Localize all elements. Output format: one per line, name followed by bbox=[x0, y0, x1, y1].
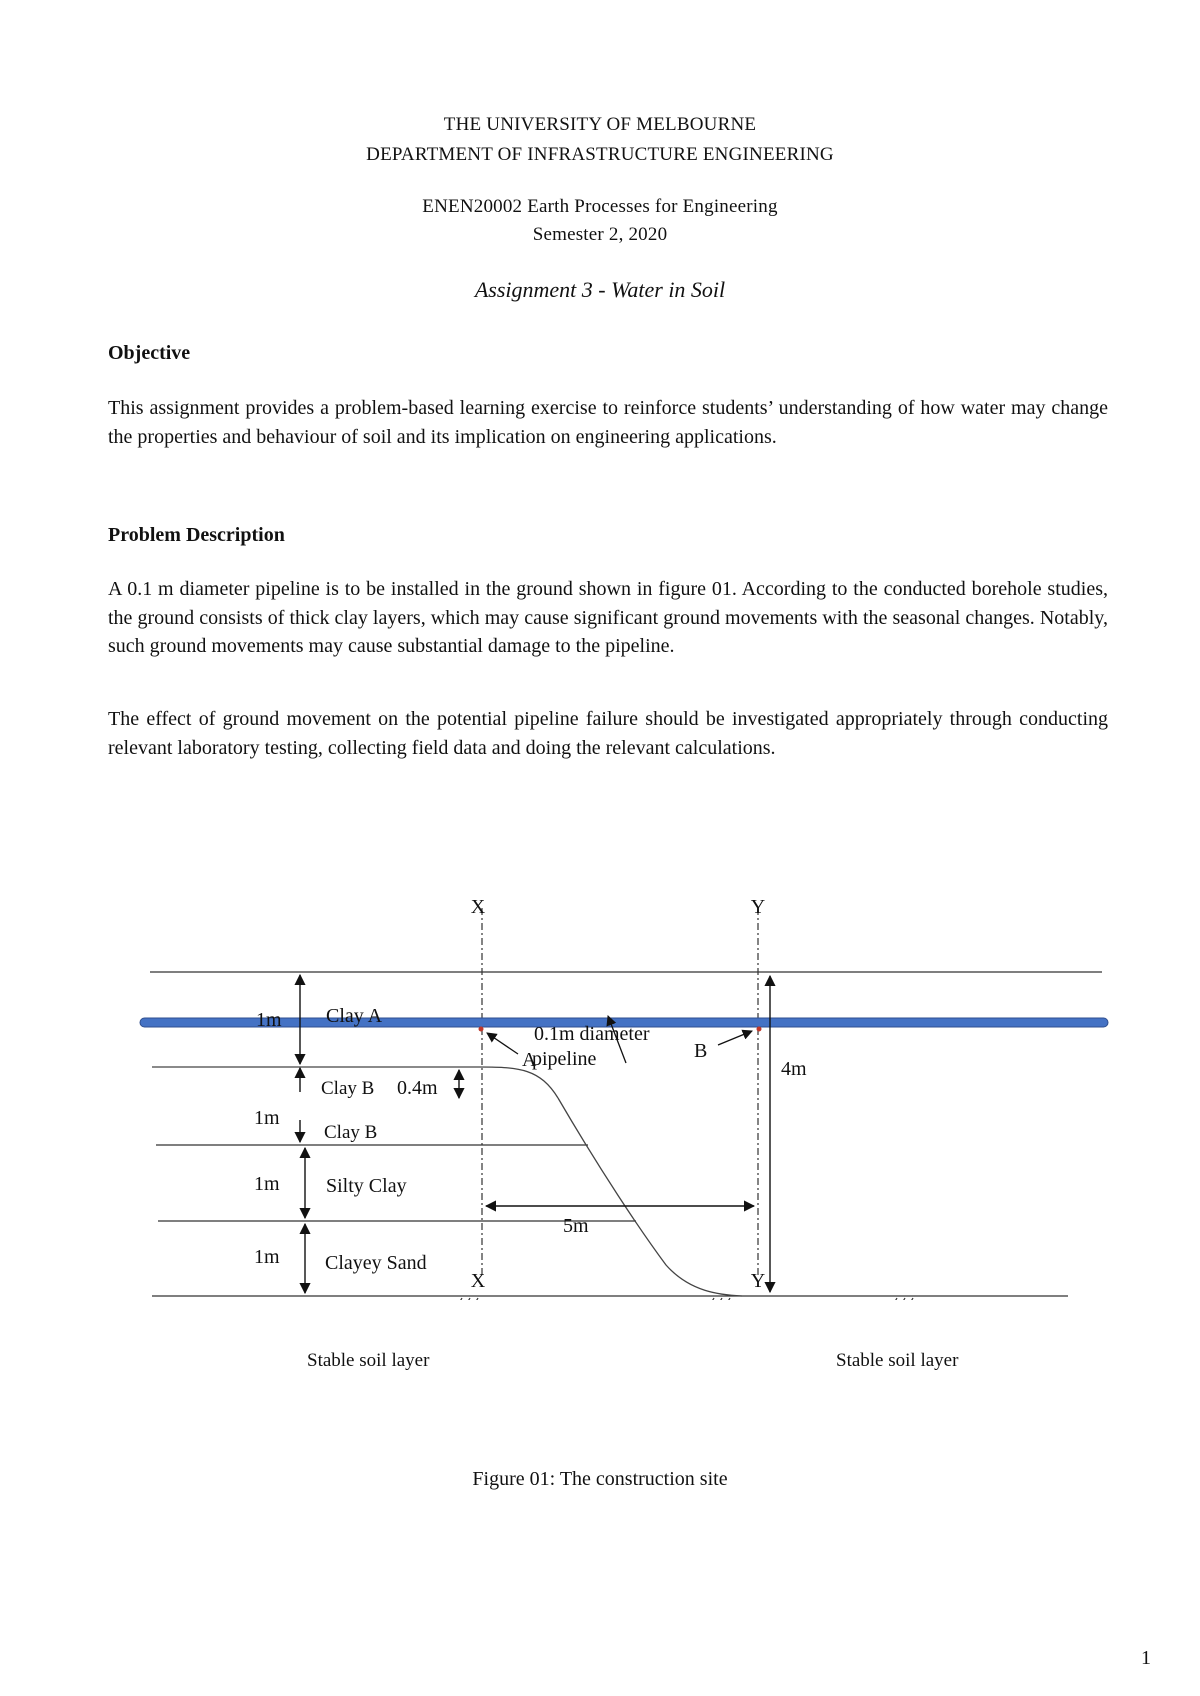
page-number: 1 bbox=[1141, 1647, 1151, 1669]
dim-label-total-depth: 4m bbox=[781, 1058, 807, 1080]
problem-heading: Problem Description bbox=[108, 524, 285, 546]
dim-label-silty-clay: 1m bbox=[254, 1173, 280, 1195]
point-b-arrow bbox=[718, 1031, 752, 1045]
point-b-marker bbox=[757, 1027, 762, 1032]
course-title: ENEN20002 Earth Processes for Engineering bbox=[422, 196, 778, 217]
problem-paragraph-2: The effect of ground movement on the potential pipeline failure should be investigated appropriately through conducting relevant laboratory testing, collecting field data and doing the relevant calculations. bbox=[108, 708, 1108, 759]
dim-label-clay-b: 1m bbox=[254, 1107, 280, 1129]
point-b-label: B bbox=[694, 1040, 708, 1062]
section-label-y-bottom: Y bbox=[750, 1270, 766, 1292]
pipeline-label-line1: 0.1m diameter bbox=[534, 1023, 650, 1045]
dim-label-clay-a: 1m bbox=[256, 1009, 282, 1031]
semester: Semester 2, 2020 bbox=[532, 224, 668, 245]
assignment-title: Assignment 3 - Water in Soil bbox=[474, 277, 726, 302]
ground-hatching bbox=[455, 1298, 913, 1300]
dim-label-horizontal: 5m bbox=[563, 1215, 589, 1237]
university-name: THE UNIVERSITY OF MELBOURNE bbox=[443, 114, 757, 135]
section-label-x-bottom: X bbox=[470, 1270, 486, 1292]
section-label-y-top: Y bbox=[750, 896, 766, 918]
layer-label-clay-b-upper: Clay B bbox=[321, 1078, 375, 1099]
layer-label-clay-b-lower: Clay B bbox=[324, 1122, 378, 1143]
figure-caption: Figure 01: The construction site bbox=[472, 1468, 728, 1490]
objective-text: This assignment provides a problem-based learning exercise to reinforce students’ understanding of how water may change the properties and behaviour of soil and its implication on engineering applications. bbox=[108, 397, 1108, 448]
dim-label-clayey-sand: 1m bbox=[254, 1246, 280, 1268]
layer-label-clayey-sand: Clayey Sand bbox=[325, 1252, 427, 1274]
point-a-label: A bbox=[522, 1049, 537, 1071]
slip-surface-curve bbox=[558, 1098, 742, 1296]
layer-label-silty-clay: Silty Clay bbox=[326, 1175, 407, 1197]
pipeline-label-line2: pipeline bbox=[532, 1048, 597, 1070]
stable-layer-label-right: Stable soil layer bbox=[836, 1350, 959, 1371]
objective-heading: Objective bbox=[108, 342, 191, 364]
problem-paragraph-1: A 0.1 m diameter pipeline is to be installed in the ground shown in figure 01. According to the conducted borehole studies, the ground consists of thick clay layers, which may cause significant ground movements with the seasonal changes. Notably, such ground movements may cause substantial damage to the pipeline. bbox=[108, 578, 1108, 657]
stable-layer-label-left: Stable soil layer bbox=[307, 1350, 430, 1371]
point-a-marker bbox=[479, 1027, 484, 1032]
dim-label-0-4m: 0.4m bbox=[397, 1077, 438, 1099]
section-label-x-top: X bbox=[470, 896, 486, 918]
department-name: DEPARTMENT OF INFRASTRUCTURE ENGINEERING bbox=[366, 144, 834, 165]
construction-site-diagram bbox=[0, 880, 1200, 1300]
layer-label-clay-a: Clay A bbox=[326, 1005, 383, 1027]
point-a-arrow bbox=[487, 1033, 518, 1054]
